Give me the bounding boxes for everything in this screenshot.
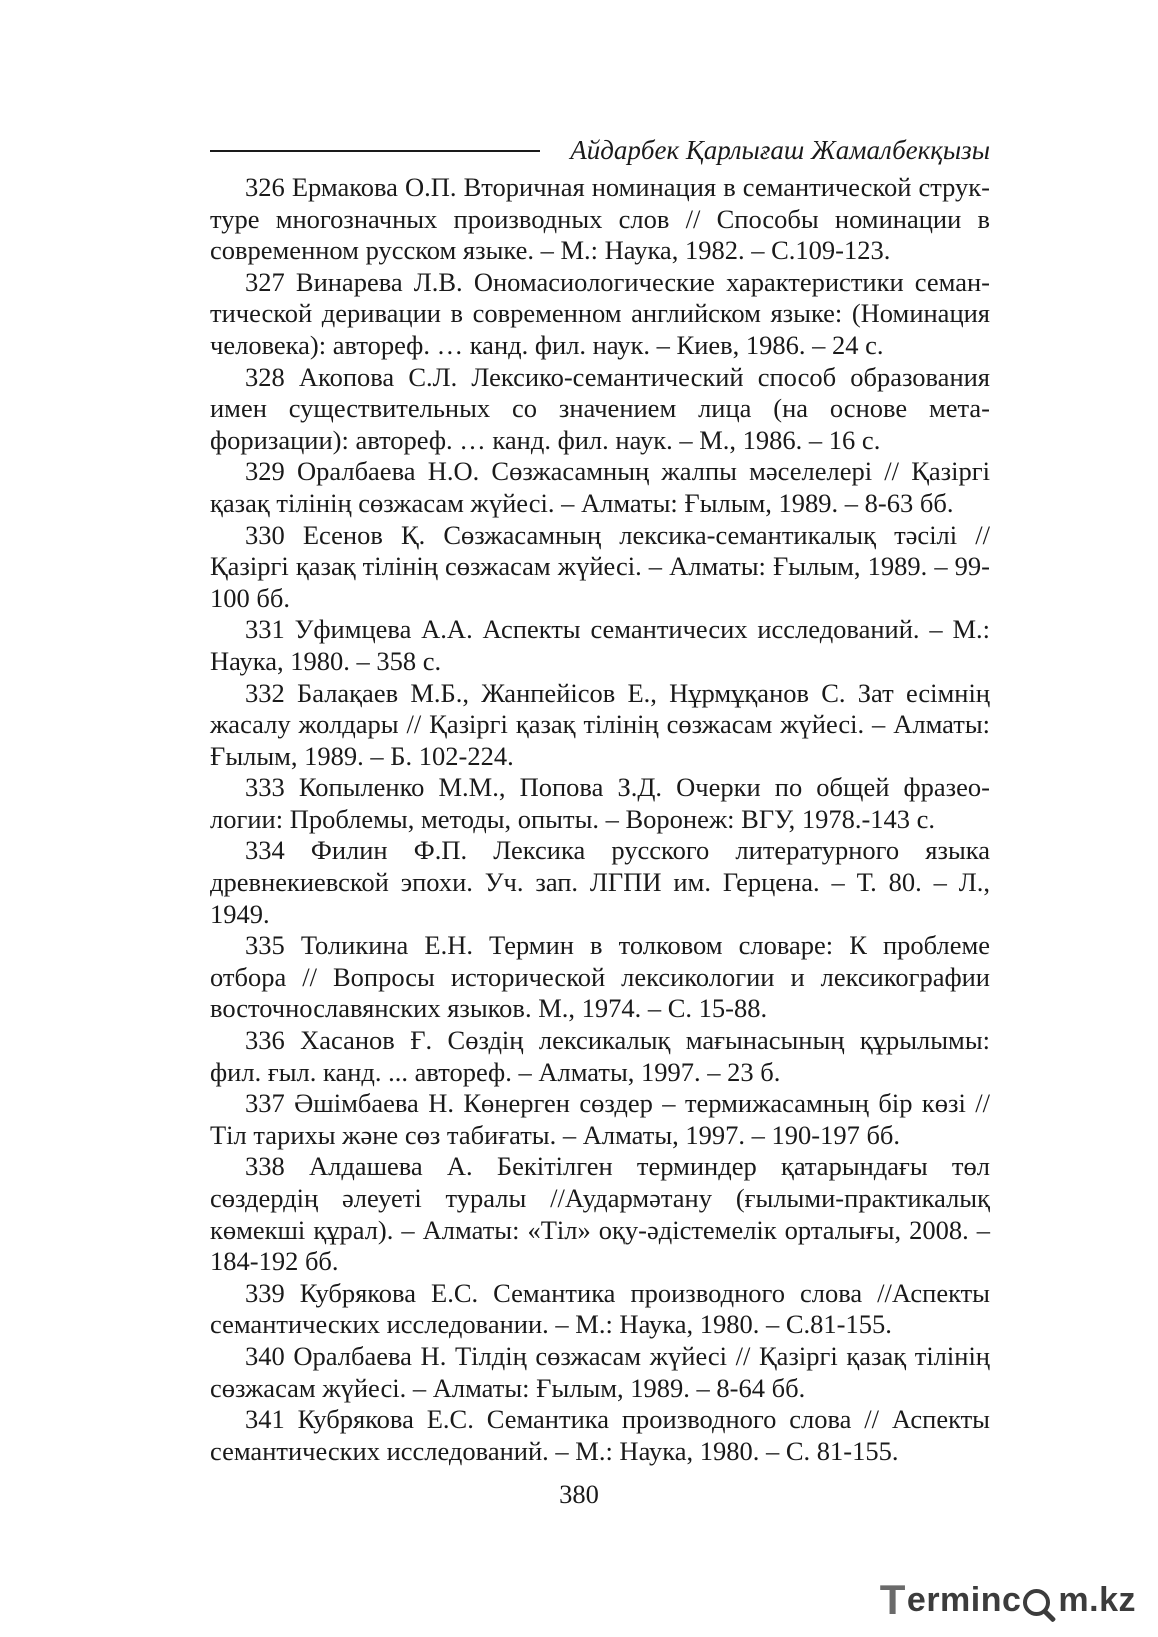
header-rule: [210, 150, 540, 152]
reference-item: 332 Балақаев М.Б., Жанпейісов Е., Нұрмұқанов С. Зат есімнің жасалу жолдары // Қазіргі қазақ тілінің сөзжасам жүйесі. – Алматы: Ғылым, 1989. – Б. 102-224.: [210, 677, 990, 771]
page-number: 380: [559, 1479, 599, 1509]
reference-item: 341 Кубрякова Е.С. Семантика производного слова // Аспекты семантических исследований. – М.: Наука, 1980. – С. 81-155.: [210, 1404, 990, 1466]
reference-item: 339 Кубрякова Е.С. Семантика производного слова //Аспекты семантических исследовании. – М.: Наука, 1980. – С.81-155.: [210, 1277, 990, 1340]
running-header: [210, 134, 990, 168]
reference-item: 328 Акопова С.Л. Лексико-семантический способ образования имен существительных со значением лица (на основе метафоризации): автореф. … канд. фил. наук. – М., 1986. – 16 с.: [210, 361, 990, 455]
reference-item: 340 Оралбаева Н. Тілдің сөзжасам жүйесі // Қазіргі қазақ тілінің сөзжасам жүйесі. – Алматы: Ғылым, 1989. – 8-64 бб.: [210, 1340, 990, 1403]
reference-item: 330 Есенов Қ. Сөзжасамның лексика-семантикалық тәсілі // Қазіргі қазақ тілінің сөзжасам жүйесі. – Алматы: Ғылым, 1989. – 99-100 бб.: [210, 519, 990, 613]
reference-item: 336 Хасанов Ғ. Сөздің лексикалық мағынасының құрылымы: фил. ғыл. канд. ... автореф. – Алматы, 1997. – 23 б.: [210, 1025, 990, 1087]
watermark-text-end: m.kz: [1058, 1580, 1136, 1619]
reference-list: [210, 172, 990, 1467]
watermark-letter-t: T: [879, 1576, 906, 1623]
reference-item: 329 Оралбаева Н.О. Сөзжасамның жалпы мәселелері // Қазіргі қазақ тілінің сөзжасам жүйесі. – Алматы: Ғылым, 1989. – 8-63 бб.: [210, 456, 990, 518]
header-author: Айдарбек Қарлығаш Жамалбекқызы: [570, 135, 990, 165]
magnifier-icon: [1023, 1589, 1050, 1616]
reference-item: 327 Винарева Л.В. Ономасиологические характеристики семантической деривации в современном английском языке: (Номинация человека): автореф. … канд. фил. наук. – Киев, 1986. – 24 с.: [210, 266, 990, 360]
watermark-text-start: erminc: [906, 1580, 1022, 1619]
reference-item: 326 Ермакова О.П. Вторичная номинация в семантической структуре многозначных производных слов // Способы номинации в современном русском языке. – М.: Наука, 1982. – С.109-123.: [210, 172, 990, 266]
reference-item: 338 Алдашева А. Бекітілген терминдер қатарындағы төл сөздердің әлеуеті туралы //Аудармәтану (ғылыми-практикалық көмекші құрал). – Алматы: «Тіл» оқу-әдістемелік орталығы, 2008. – 184-192 бб.: [210, 1151, 990, 1277]
reference-item: 337 Әшімбаева Н. Көнерген сөздер – термижасамның бір көзі // Тіл тарихы және сөз табиғаты. – Алматы, 1997. – 190-197 бб.: [210, 1088, 990, 1150]
reference-item: 335 Толикина Е.Н. Термин в толковом словаре: К проблеме отбора // Вопросы исторической лексикологии и лексикографии восточнославянских языков. М., 1974. – С. 15-88.: [210, 930, 990, 1024]
reference-item: 331 Уфимцева А.А. Аспекты семантичесих исследований. – М.: Наука, 1980. – 358 с.: [210, 614, 990, 676]
reference-item: 334 Филин Ф.П. Лексика русского литературного языка древнекиевской эпохи. Уч. зап. ЛГПИ им. Герцена. – Т. 80. – Л., 1949.: [210, 835, 990, 929]
site-watermark: [879, 1576, 1136, 1623]
reference-item: 333 Копыленко М.М., Попова З.Д. Очерки по общей фразеологии: Проблемы, методы, опыты. – Воронеж: ВГУ, 1978.-143 с.: [210, 772, 990, 834]
